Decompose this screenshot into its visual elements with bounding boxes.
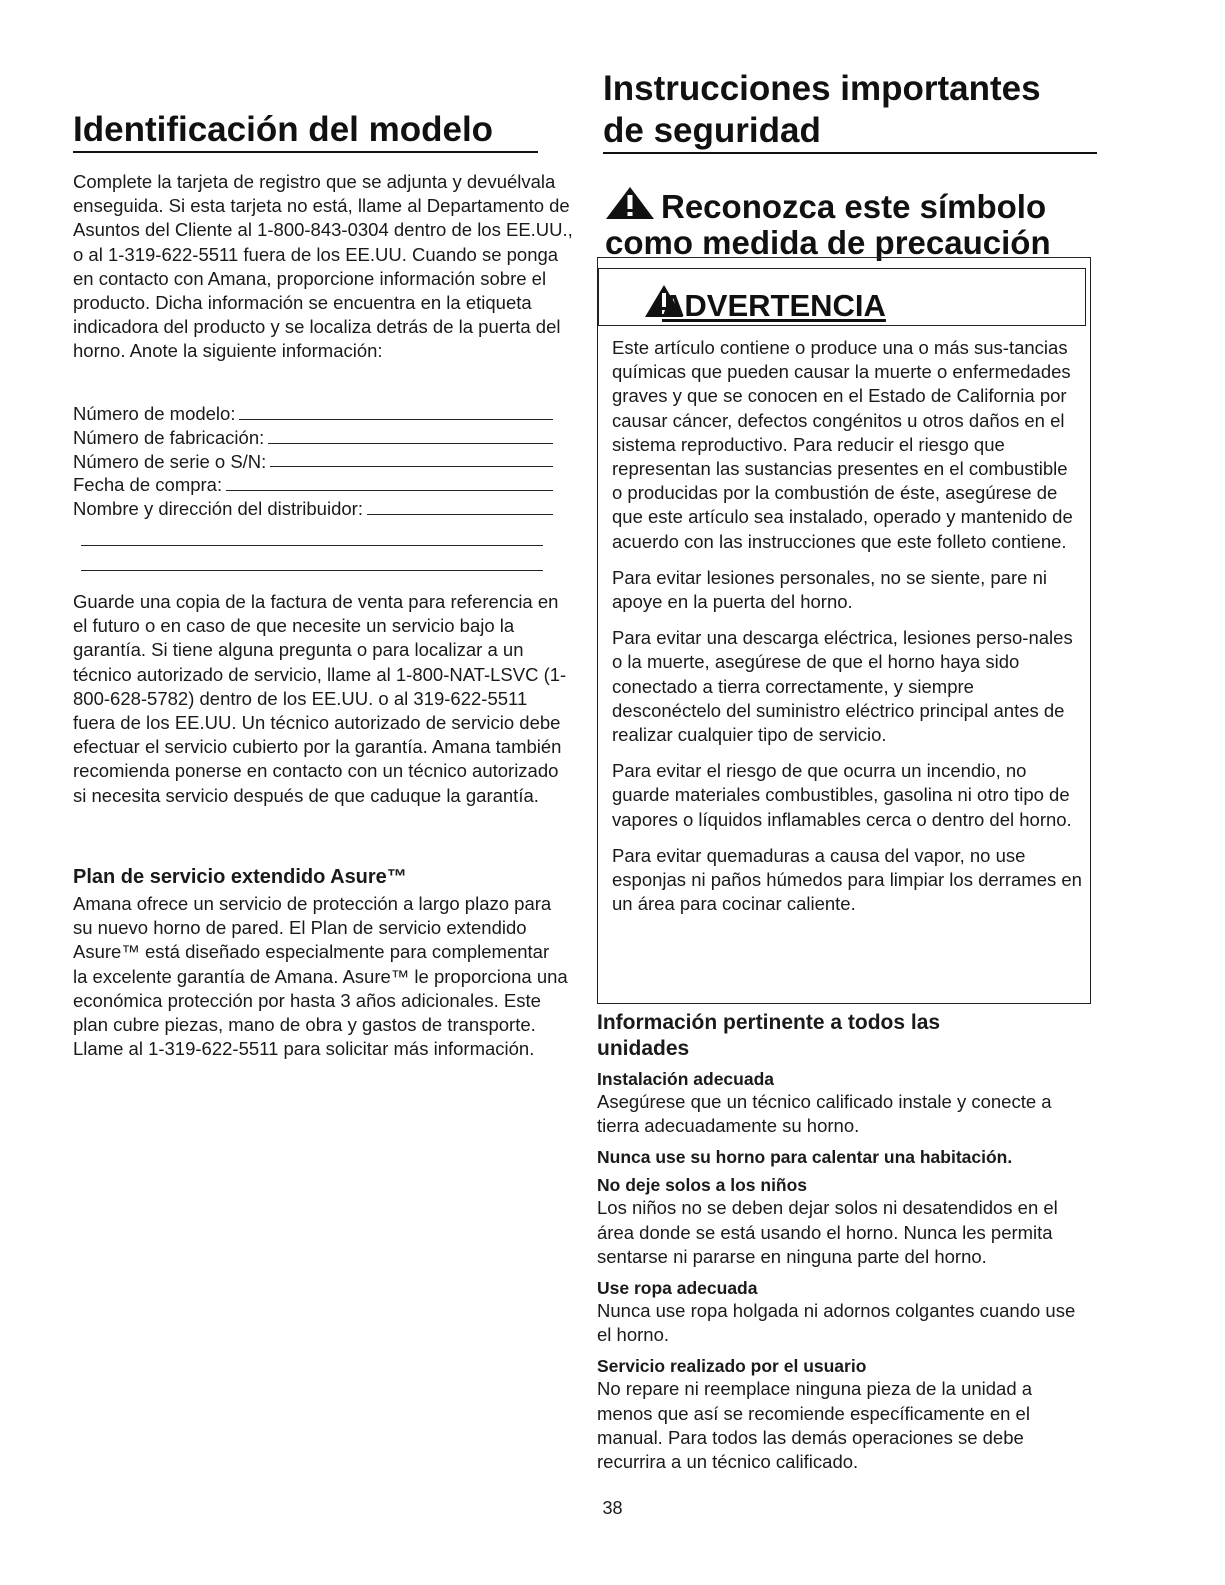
purchase-date-field[interactable]: Fecha de compra: xyxy=(73,473,553,497)
clothing-body: Nunca use ropa holgada ni adornos colgantes cuando use el horno. xyxy=(597,1300,1076,1346)
warning-paragraph: Para evitar lesiones personales, no se siente, pare ni apoye en la puerta del horno. xyxy=(612,566,1048,613)
safety-instructions-title: Instrucciones importantes de seguridad xyxy=(603,68,1097,154)
registration-intro: Complete la tarjeta de registro que se adjunta y devuélvala enseguida. Si esta tarjeta no está, llame al Departamento de Asuntos del Cliente al 1-800-843-0304 dentro de los EE.UU., o al 1-319-622-5511 fuera de los EE.UU. Cuando se ponga en contacto con Amana, proporcione información sobre el producto. Dicha información se encuentra en la etiqueta indicadora del producto y se localiza detrás de la puerta del horno. Anote la siguiente información: xyxy=(73,171,573,362)
dealer-address-line-2[interactable] xyxy=(81,546,543,571)
warning-paragraph: Este artículo contiene o produce una o más sus-tancias químicas que pueden causar la muerte o enfermedades graves y que se conocen en el Estado de California por causar cáncer, defectos congénitos u otros daños en el sistema reproductivo. Para reducir el riesgo que representan las sustancias presentes en el combustible o producidas por la combustión de éste, asegúrese de que este artículo sea instalado, operado y mantenido de acuerdo con las instrucciones que este folleto contiene. xyxy=(612,337,1073,552)
children-body: Los niños no se deben dejar solos ni desatendidos en el área donde se está usando el horno. Nunca les permita sentarse ni pararse en ninguna parte del horno. xyxy=(597,1197,1058,1267)
receipt-paragraph: Guarde una copia de la factura de venta para referencia en el futuro o en caso de que necesite un servicio bajo la garantía. Si tiene alguna pregunta o para localizar a un técnico autorizado de servicio, llame al 1-800-NAT-LSVC (1-800-628-5782) dentro de los EE.UU. o al 319-622-5511 fuera de los EE.UU. Un técnico autorizado de servicio debe efectuar el servicio cubierto por la garantía. Amana también recomienda ponerse en contacto con un técnico autorizado si necesita servicio después de que caduque la garantía. xyxy=(73,591,567,806)
warning-label: ADVERTENCIA xyxy=(662,288,886,323)
children-title: No deje solos a los niños xyxy=(597,1175,808,1196)
user-service-body: No repare ni reemplace ninguna pieza de la unidad a menos que así se recomiende específicamente en el manual. Para todos las demás operaciones se debe recurrira a un técnico calificado. xyxy=(597,1378,1033,1473)
installation-body: Asegúrese que un técnico calificado instale y conecte a tierra adecuadamente su horno. xyxy=(597,1091,1052,1137)
extended-plan-body: Amana ofrece un servicio de protección a largo plazo para su nuevo horno de pared. El Plan de servicio extendido Asure™ está diseñado especialmente para complementar la excelente garantía de Amana. Asure™ le proporciona una económica protección por hasta 3 años adicionales. Este plan cubre piezas, mano de obra y gastos de transporte. Llame al 1-319-622-5511 para solicitar más información. xyxy=(73,893,568,1060)
warning-paragraph: Para evitar el riesgo de que ocurra un incendio, no guarde materiales combustibles, gasolina ni otro tipo de vapores o líquidos inflamables cerca o dentro del horno. xyxy=(612,760,1072,830)
model-number-field[interactable]: Número de modelo: xyxy=(73,402,553,426)
page-number: 38 xyxy=(602,1498,623,1518)
clothing-title: Use ropa adecuada xyxy=(597,1278,758,1299)
recognize-symbol-heading: Reconozca este símbolo como medida de precaución xyxy=(605,188,1051,261)
warning-triangle-icon xyxy=(605,186,655,220)
warning-paragraph: Para evitar quemaduras a causa del vapor, no use esponjas ni paños húmedos para limpiar los derrames en un área para cocinar caliente. xyxy=(612,844,1082,915)
installation-title: Instalación adecuada xyxy=(597,1069,775,1089)
general-info-body xyxy=(597,1068,1092,1482)
dealer-field[interactable]: Nombre y dirección del distribuidor: xyxy=(73,497,553,521)
general-info-title: Información pertinente a todos las unidades xyxy=(597,1011,941,1060)
extended-plan-title: Plan de servicio extendido Asure™ xyxy=(73,866,407,888)
warning-paragraph: Para evitar una descarga eléctrica, lesiones perso-nales o la muerte, asegúrese de que el horno haya sido conectado a tierra correctamente, y siempre desconéctelo del suministro eléctrico principal antes de realizar cualquier tipo de servicio. xyxy=(612,627,1073,746)
record-fields xyxy=(73,402,553,571)
warning-box xyxy=(597,257,1091,1004)
dealer-address-line-1[interactable] xyxy=(81,521,543,546)
serial-number-field[interactable]: Número de serie o S/N: xyxy=(73,450,553,474)
manufacturing-number-field[interactable]: Número de fabricación: xyxy=(73,426,553,450)
never-heat-room: Nunca use su horno para calentar una habitación. xyxy=(597,1147,1013,1168)
user-service-title: Servicio realizado por el usuario xyxy=(597,1356,867,1377)
warning-body xyxy=(612,336,1082,928)
model-identification-title: Identificación del modelo xyxy=(73,109,538,153)
